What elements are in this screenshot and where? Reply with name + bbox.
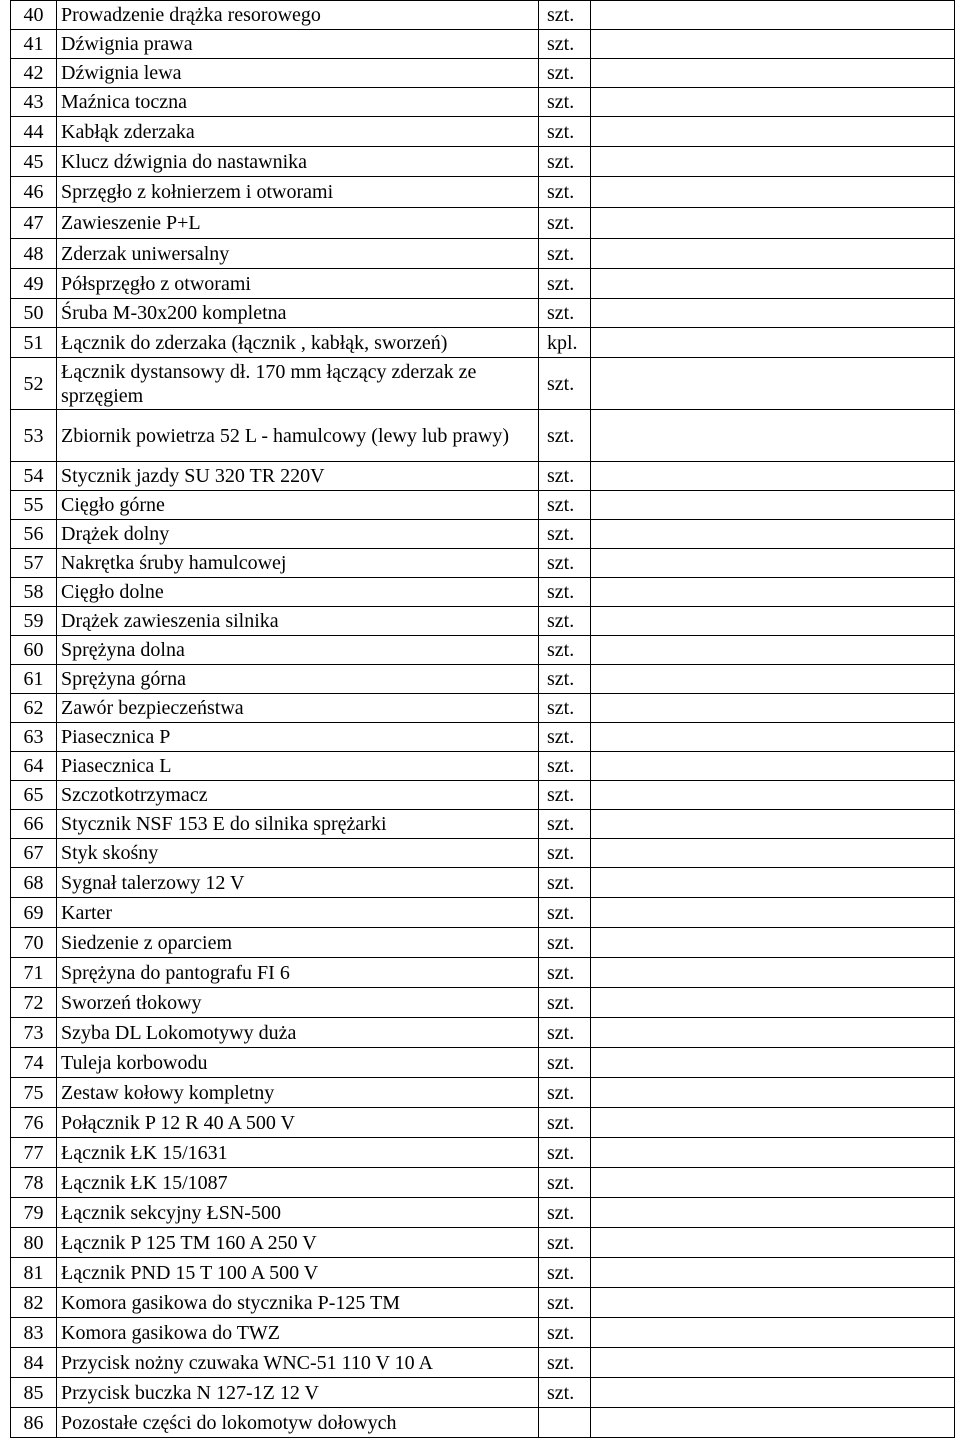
empty-cell (591, 208, 955, 239)
empty-cell (591, 1018, 955, 1048)
empty-cell (591, 269, 955, 299)
empty-cell (591, 358, 955, 410)
item-number: 69 (11, 898, 57, 928)
item-unit: szt. (539, 410, 591, 462)
item-unit: szt. (539, 208, 591, 239)
item-name: Stycznik jazdy SU 320 TR 220V (57, 462, 539, 491)
item-number: 44 (11, 117, 57, 147)
table-row (11, 988, 955, 1018)
item-unit: szt. (539, 1018, 591, 1048)
empty-cell (591, 520, 955, 549)
item-number: 83 (11, 1318, 57, 1348)
table-row (11, 1408, 955, 1438)
item-number: 71 (11, 958, 57, 988)
table-row (11, 1348, 955, 1378)
item-name: Piasecznica P (57, 723, 539, 752)
item-name: Zderzak uniwersalny (57, 239, 539, 269)
item-unit: szt. (539, 117, 591, 147)
table-row (11, 636, 955, 665)
item-number: 56 (11, 520, 57, 549)
item-unit: szt. (539, 723, 591, 752)
item-unit (539, 1408, 591, 1438)
item-number: 49 (11, 269, 57, 299)
table-row (11, 177, 955, 208)
item-number: 41 (11, 30, 57, 59)
table-row (11, 1168, 955, 1198)
table-row (11, 1318, 955, 1348)
empty-cell (591, 1258, 955, 1288)
table-row (11, 1048, 955, 1078)
table-row (11, 1138, 955, 1168)
item-name: Łącznik ŁK 15/1087 (57, 1168, 539, 1198)
item-name: Sygnał talerzowy 12 V (57, 868, 539, 898)
item-unit: szt. (539, 1138, 591, 1168)
item-unit: szt. (539, 177, 591, 208)
table-row (11, 752, 955, 781)
table-row (11, 462, 955, 491)
empty-cell (591, 1288, 955, 1318)
table-row (11, 1108, 955, 1138)
item-unit: szt. (539, 1228, 591, 1258)
table-row (11, 1258, 955, 1288)
empty-cell (591, 636, 955, 665)
item-unit: szt. (539, 59, 591, 88)
empty-cell (591, 299, 955, 328)
empty-cell (591, 1198, 955, 1228)
item-number: 45 (11, 147, 57, 177)
item-name: Łącznik do zderzaka (łącznik , kabłąk, sworzeń) (57, 328, 539, 358)
table-row (11, 208, 955, 239)
table-row (11, 358, 955, 410)
item-unit: szt. (539, 549, 591, 578)
item-number: 66 (11, 810, 57, 839)
item-number: 47 (11, 208, 57, 239)
table-row (11, 549, 955, 578)
empty-cell (591, 578, 955, 607)
item-number: 85 (11, 1378, 57, 1408)
empty-cell (591, 607, 955, 636)
item-unit: szt. (539, 928, 591, 958)
table-row (11, 665, 955, 694)
item-number: 82 (11, 1288, 57, 1318)
item-unit: szt. (539, 269, 591, 299)
item-number: 70 (11, 928, 57, 958)
item-number: 72 (11, 988, 57, 1018)
item-number: 43 (11, 88, 57, 117)
item-unit: szt. (539, 781, 591, 810)
item-name: Dźwignia prawa (57, 30, 539, 59)
table-row (11, 868, 955, 898)
item-unit: szt. (539, 491, 591, 520)
item-unit: szt. (539, 694, 591, 723)
table-row (11, 88, 955, 117)
item-unit: szt. (539, 988, 591, 1018)
parts-table-body (11, 1, 955, 1438)
item-name: Cięgło dolne (57, 578, 539, 607)
table-row (11, 578, 955, 607)
table-row (11, 147, 955, 177)
item-name: Połącznik P 12 R 40 A 500 V (57, 1108, 539, 1138)
item-number: 40 (11, 1, 57, 30)
empty-cell (591, 30, 955, 59)
empty-cell (591, 1048, 955, 1078)
item-name: Łącznik sekcyjny ŁSN-500 (57, 1198, 539, 1228)
item-number: 77 (11, 1138, 57, 1168)
item-name: Zawieszenie P+L (57, 208, 539, 239)
empty-cell (591, 1078, 955, 1108)
item-number: 68 (11, 868, 57, 898)
table-row (11, 269, 955, 299)
item-unit: szt. (539, 1258, 591, 1288)
item-unit: szt. (539, 868, 591, 898)
item-number: 76 (11, 1108, 57, 1138)
table-row (11, 1, 955, 30)
empty-cell (591, 665, 955, 694)
item-unit: szt. (539, 1168, 591, 1198)
empty-cell (591, 723, 955, 752)
item-name: Tuleja korbowodu (57, 1048, 539, 1078)
item-name: Pozostałe części do lokomotyw dołowych (57, 1408, 539, 1438)
item-name: Komora gasikowa do stycznika P-125 TM (57, 1288, 539, 1318)
item-number: 84 (11, 1348, 57, 1378)
empty-cell (591, 410, 955, 462)
item-name: Cięgło górne (57, 491, 539, 520)
item-name: Łącznik PND 15 T 100 A 500 V (57, 1258, 539, 1288)
item-number: 53 (11, 410, 57, 462)
item-unit: szt. (539, 239, 591, 269)
item-number: 81 (11, 1258, 57, 1288)
item-name: Piasecznica L (57, 752, 539, 781)
table-row (11, 898, 955, 928)
item-number: 63 (11, 723, 57, 752)
table-row (11, 928, 955, 958)
empty-cell (591, 1378, 955, 1408)
empty-cell (591, 1108, 955, 1138)
empty-cell (591, 59, 955, 88)
item-number: 86 (11, 1408, 57, 1438)
empty-cell (591, 147, 955, 177)
item-unit: szt. (539, 898, 591, 928)
item-unit: szt. (539, 1348, 591, 1378)
item-name: Szczotkotrzymacz (57, 781, 539, 810)
empty-cell (591, 117, 955, 147)
item-number: 52 (11, 358, 57, 410)
empty-cell (591, 177, 955, 208)
empty-cell (591, 810, 955, 839)
table-row (11, 1378, 955, 1408)
item-number: 46 (11, 177, 57, 208)
item-name: Przycisk nożny czuwaka WNC-51 110 V 10 A (57, 1348, 539, 1378)
item-name: Drążek dolny (57, 520, 539, 549)
item-unit: szt. (539, 839, 591, 868)
item-unit: szt. (539, 607, 591, 636)
item-number: 80 (11, 1228, 57, 1258)
empty-cell (591, 928, 955, 958)
item-name: Kabłąk zderzaka (57, 117, 539, 147)
empty-cell (591, 328, 955, 358)
item-unit: szt. (539, 1288, 591, 1318)
item-unit: szt. (539, 299, 591, 328)
item-name: Komora gasikowa do TWZ (57, 1318, 539, 1348)
empty-cell (591, 868, 955, 898)
item-number: 51 (11, 328, 57, 358)
empty-cell (591, 1, 955, 30)
item-number: 50 (11, 299, 57, 328)
empty-cell (591, 988, 955, 1018)
item-number: 58 (11, 578, 57, 607)
item-name: Styk skośny (57, 839, 539, 868)
item-unit: szt. (539, 810, 591, 839)
table-row (11, 299, 955, 328)
empty-cell (591, 752, 955, 781)
item-name: Przycisk buczka N 127-1Z 12 V (57, 1378, 539, 1408)
item-number: 74 (11, 1048, 57, 1078)
item-name: Nakrętka śruby hamulcowej (57, 549, 539, 578)
empty-cell (591, 1348, 955, 1378)
item-number: 79 (11, 1198, 57, 1228)
item-name: Sworzeń tłokowy (57, 988, 539, 1018)
item-unit: szt. (539, 1378, 591, 1408)
empty-cell (591, 1168, 955, 1198)
item-name: Sprzęgło z kołnierzem i otworami (57, 177, 539, 208)
table-row (11, 491, 955, 520)
item-number: 54 (11, 462, 57, 491)
table-row (11, 723, 955, 752)
item-unit: szt. (539, 636, 591, 665)
item-number: 59 (11, 607, 57, 636)
item-name: Dźwignia lewa (57, 59, 539, 88)
item-number: 55 (11, 491, 57, 520)
item-name: Klucz dźwignia do nastawnika (57, 147, 539, 177)
item-name: Drążek zawieszenia silnika (57, 607, 539, 636)
empty-cell (591, 88, 955, 117)
item-name: Zestaw kołowy kompletny (57, 1078, 539, 1108)
table-row (11, 239, 955, 269)
item-unit: szt. (539, 1318, 591, 1348)
item-unit: kpl. (539, 328, 591, 358)
item-unit: szt. (539, 1108, 591, 1138)
item-number: 61 (11, 665, 57, 694)
item-name: Maźnica toczna (57, 88, 539, 117)
item-number: 62 (11, 694, 57, 723)
table-row (11, 1228, 955, 1258)
item-unit: szt. (539, 147, 591, 177)
item-name: Sprężyna dolna (57, 636, 539, 665)
table-row (11, 328, 955, 358)
item-number: 65 (11, 781, 57, 810)
empty-cell (591, 462, 955, 491)
item-unit: szt. (539, 88, 591, 117)
item-name: Karter (57, 898, 539, 928)
item-number: 75 (11, 1078, 57, 1108)
table-row (11, 117, 955, 147)
item-unit: szt. (539, 1048, 591, 1078)
item-unit: szt. (539, 30, 591, 59)
item-unit: szt. (539, 520, 591, 549)
table-row (11, 810, 955, 839)
empty-cell (591, 839, 955, 868)
table-row (11, 1288, 955, 1318)
item-name: Sprężyna górna (57, 665, 539, 694)
table-row (11, 520, 955, 549)
empty-cell (591, 898, 955, 928)
table-row (11, 1018, 955, 1048)
item-name: Zbiornik powietrza 52 L - hamulcowy (lewy lub prawy) (57, 410, 539, 462)
item-name: Łącznik P 125 TM 160 A 250 V (57, 1228, 539, 1258)
parts-table (10, 0, 955, 1438)
item-name: Siedzenie z oparciem (57, 928, 539, 958)
table-row (11, 1078, 955, 1108)
item-unit: szt. (539, 1198, 591, 1228)
item-unit: szt. (539, 358, 591, 410)
item-number: 67 (11, 839, 57, 868)
item-name: Łącznik dystansowy dł. 170 mm łączący zderzak ze sprzęgiem (57, 358, 539, 410)
item-name: Prowadzenie drążka resorowego (57, 1, 539, 30)
table-row (11, 410, 955, 462)
table-row (11, 59, 955, 88)
item-name: Śruba M-30x200 kompletna (57, 299, 539, 328)
item-unit: szt. (539, 1078, 591, 1108)
table-row (11, 958, 955, 988)
empty-cell (591, 781, 955, 810)
empty-cell (591, 1138, 955, 1168)
table-row (11, 607, 955, 636)
item-name: Stycznik NSF 153 E do silnika sprężarki (57, 810, 539, 839)
table-row (11, 30, 955, 59)
item-name: Szyba DL Lokomotywy duża (57, 1018, 539, 1048)
item-unit: szt. (539, 462, 591, 491)
empty-cell (591, 1318, 955, 1348)
item-unit: szt. (539, 752, 591, 781)
item-number: 57 (11, 549, 57, 578)
item-number: 64 (11, 752, 57, 781)
item-unit: szt. (539, 578, 591, 607)
item-number: 78 (11, 1168, 57, 1198)
item-number: 60 (11, 636, 57, 665)
empty-cell (591, 694, 955, 723)
item-unit: szt. (539, 1, 591, 30)
item-name: Łącznik ŁK 15/1631 (57, 1138, 539, 1168)
item-number: 48 (11, 239, 57, 269)
item-name: Sprężyna do pantografu FI 6 (57, 958, 539, 988)
table-row (11, 781, 955, 810)
item-name: Półsprzęgło z otworami (57, 269, 539, 299)
item-number: 42 (11, 59, 57, 88)
item-number: 73 (11, 1018, 57, 1048)
empty-cell (591, 491, 955, 520)
empty-cell (591, 239, 955, 269)
empty-cell (591, 1228, 955, 1258)
table-row (11, 1198, 955, 1228)
item-unit: szt. (539, 665, 591, 694)
table-row (11, 839, 955, 868)
item-name: Zawór bezpieczeństwa (57, 694, 539, 723)
empty-cell (591, 958, 955, 988)
empty-cell (591, 549, 955, 578)
table-row (11, 694, 955, 723)
empty-cell (591, 1408, 955, 1438)
item-unit: szt. (539, 958, 591, 988)
